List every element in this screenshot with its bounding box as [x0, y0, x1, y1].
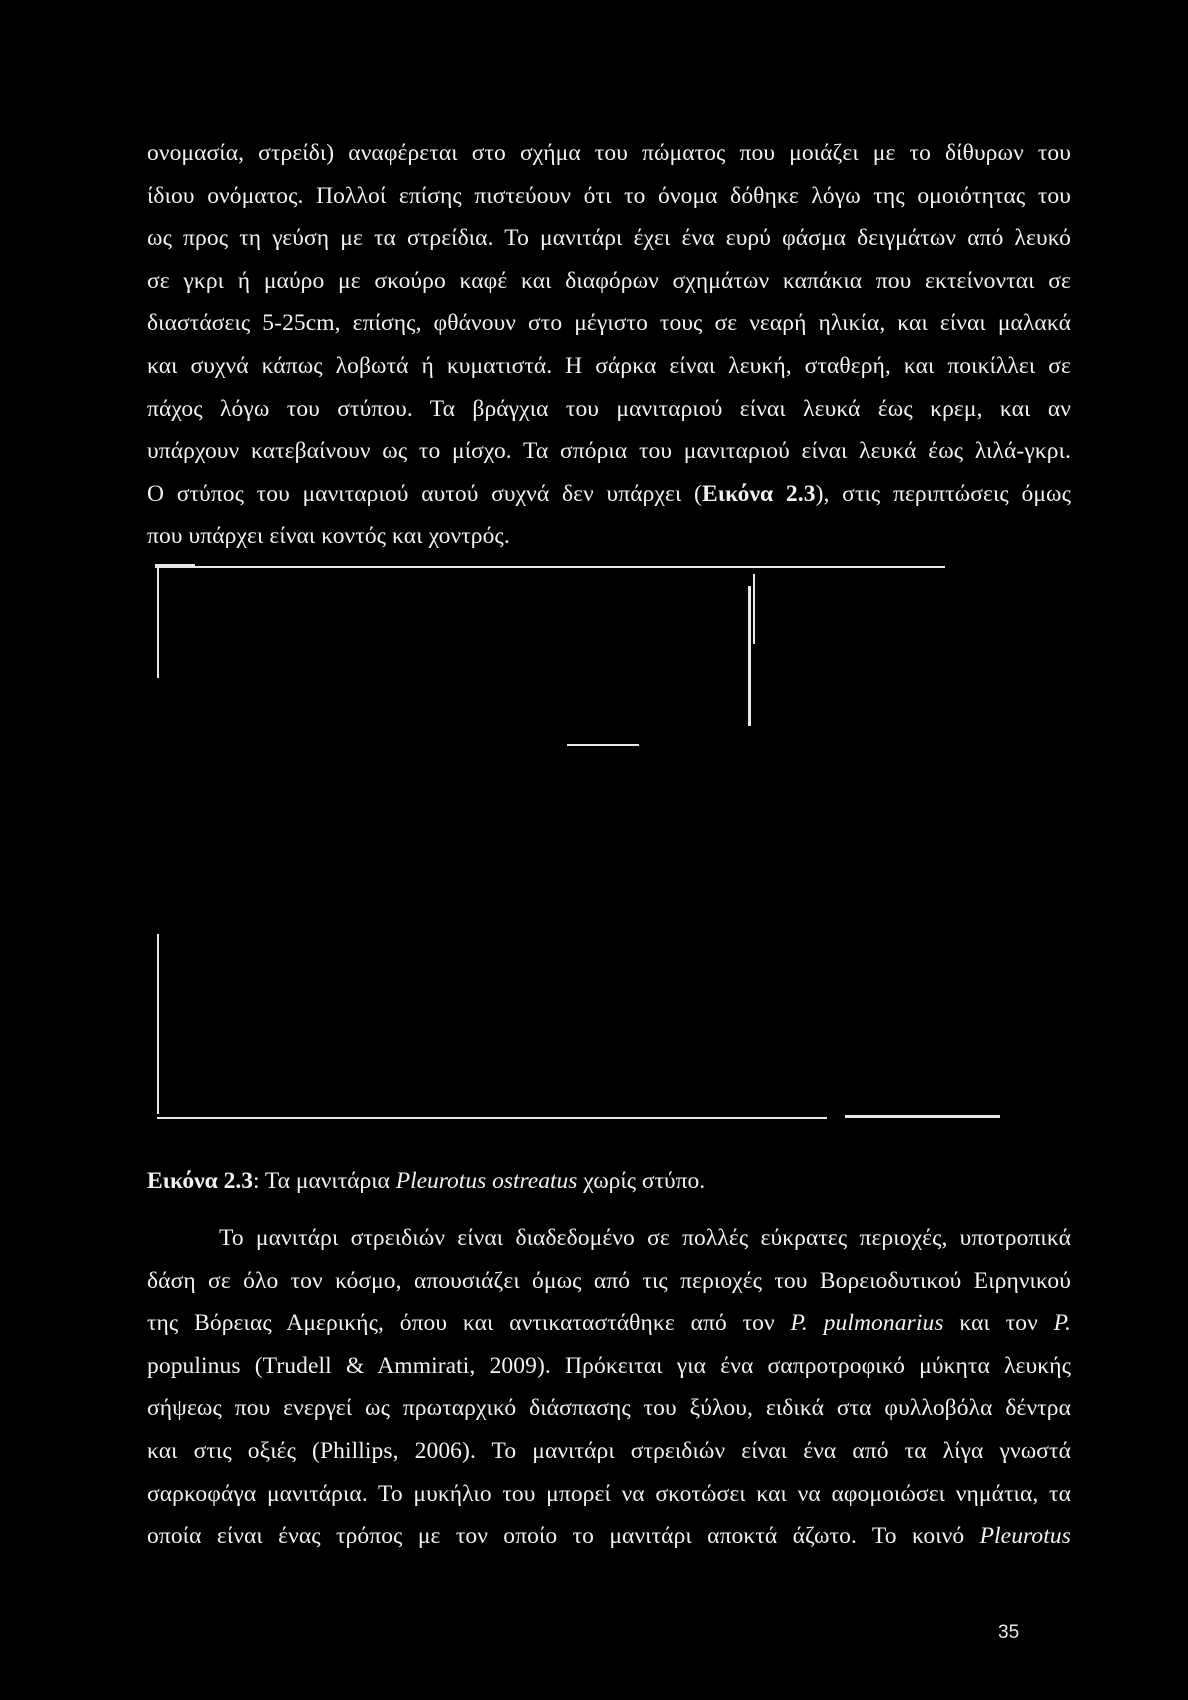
- scan-artifact: [748, 586, 751, 726]
- text-line: διαστάσεις 5-25cm, επίσης, φθάνουν στο μέγιστο τους σε νεαρή ηλικία, και είναι μαλακά: [147, 310, 1071, 337]
- text-line: ονομασία, στρείδι) αναφέρεται στο σχήμα του πώματος που μοιάζει με το δίθυρων του: [147, 140, 1071, 166]
- text-line: σήψεως που ενεργεί ως πρωταρχικό διάσπασης του ξύλου, ειδικά στα φυλλοβόλα δέντρα: [147, 1395, 1071, 1422]
- scan-artifact: [753, 574, 755, 644]
- species-name: P.: [1053, 1310, 1071, 1337]
- paragraph-2: [147, 1217, 1071, 1558]
- text-line: σε γκρι ή μαύρο με σκούρο καφέ και διαφόρων σχημάτων καπάκια που εκτείνονται σε: [147, 267, 1071, 294]
- figure-frame: [155, 564, 1000, 1122]
- text-line: που υπάρχει είναι κοντός και χοντρός.: [147, 523, 510, 550]
- caption-text: χωρίς στύπο.: [577, 1168, 706, 1194]
- scan-artifact: [567, 744, 639, 746]
- text-fragment: και τον: [943, 1310, 1054, 1337]
- text-fragment: της Βόρειας Αμερικής, όπου και αντικαταστάθηκε από τον: [147, 1310, 791, 1337]
- text-fragment: ), στις περιπτώσεις όμως: [815, 480, 1071, 507]
- text-line: ίδιου ονόματος. Πολλοί επίσης πιστεύουν ότι το όνομα δόθηκε λόγω της ομοιότητας του: [147, 182, 1071, 209]
- frame-border-top: [155, 566, 945, 568]
- text-line: populinus (Trudell & Ammirati, 2009). Πρόκειται για ένα σαπροτροφικό μύκητα λευκής: [147, 1352, 1071, 1379]
- figure-reference: Εικόνα 2.3: [701, 480, 816, 507]
- caption-label: Εικόνα 2.3: [147, 1168, 253, 1194]
- text-line: σαρκοφάγα μανιτάρια. Το μυκήλιο του μπορεί να σκοτώσει και να αφομοιώσει νημάτια, τα: [147, 1480, 1071, 1507]
- text-line: και στις οξιές (Phillips, 2006). Το μανιτάρι στρειδιών είναι ένα από τα λίγα γνωστά: [147, 1437, 1071, 1464]
- text-line: και συχνά κάπως λοβωτά ή κυματιστά. Η σάρκα είναι λευκή, σταθερή, και ποικίλλει σε: [147, 352, 1071, 379]
- frame-border-left: [157, 566, 159, 678]
- caption-text: : Τα μανιτάρια: [252, 1168, 396, 1194]
- text-line: [147, 473, 1071, 516]
- caption-species: Pleurotus ostreatus: [395, 1168, 578, 1194]
- text-fragment: οποία είναι ένας τρόπος με τον οποίο το μανιτάρι αποκτά άζωτο. Το κοινό: [147, 1523, 980, 1550]
- text-line: υπάρχουν κατεβαίνουν ως το μίσχο. Τα σπόρια του μανιταριού είναι λευκά έως λιλά-γκρι.: [147, 438, 1071, 465]
- species-name: P. pulmonarius: [790, 1310, 944, 1337]
- frame-border-bottom: [157, 1117, 827, 1119]
- paragraph-1: [147, 132, 1071, 558]
- text-line: [147, 1302, 1071, 1345]
- figure-caption: [147, 1160, 705, 1202]
- frame-border-bottom: [845, 1115, 1000, 1118]
- species-name: Pleurotus: [979, 1523, 1071, 1550]
- text-line: δάση σε όλο τον κόσμο, απουσιάζει όμως από τις περιοχές του Βορειοδυτικού Ειρηνικού: [147, 1267, 1071, 1294]
- frame-border-left: [157, 934, 159, 1114]
- text-line: ως προς τη γεύση με τα στρείδια. Το μανιτάρι έχει ένα ευρύ φάσμα δειγμάτων από λευκό: [147, 225, 1071, 252]
- page-number: 35: [998, 1622, 1020, 1643]
- text-line: πάχος λόγω του στύπου. Τα βράγχια του μανιταριού είναι λευκά έως κρεμ, και αν: [147, 395, 1071, 422]
- text-line: [147, 1515, 1071, 1558]
- text-fragment: Ο στύπος του μανιταριού αυτού συχνά δεν υπάρχει (: [147, 480, 702, 507]
- text-line: Το μανιτάρι στρειδιών είναι διαδεδομένο σε πολλές εύκρατες περιοχές, υποτροπικά: [219, 1225, 1071, 1251]
